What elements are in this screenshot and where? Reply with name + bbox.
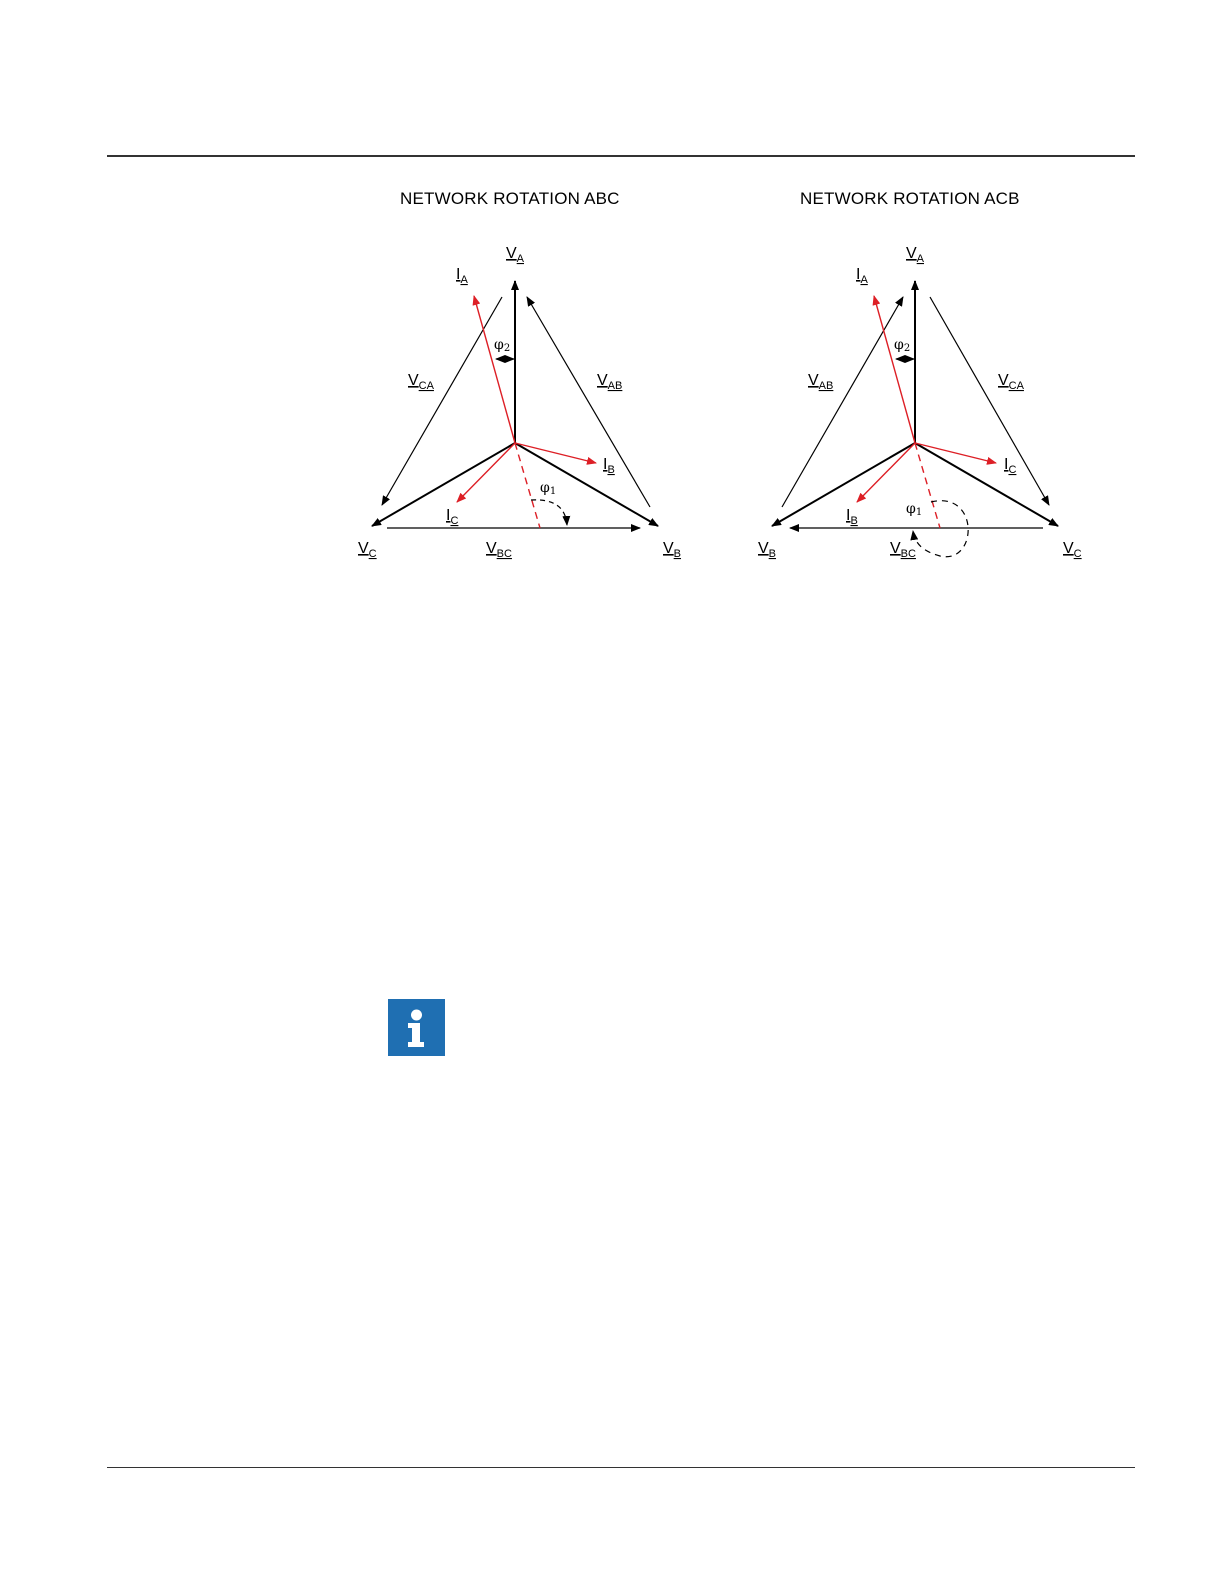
ic-phasor [915,443,996,463]
info-glyph [388,999,445,1056]
label-ic: $I_C$ [446,507,459,527]
label-vab: $V_{AB}$ [808,372,834,392]
label-ib: $I_B$ [603,456,615,476]
label-vbc: $V_{BC}$ [890,540,916,560]
panel-title-abc: NETWORK ROTATION ABC [400,189,620,208]
label-vca: $V_{CA}$ [408,372,434,392]
label-ia: $I_A$ [456,266,468,286]
label-vc: $V_C$ [1063,540,1082,560]
phi1-arc [531,500,567,525]
vca-phasor [930,297,1049,505]
ia-phasor [474,296,515,443]
label-phi1: φ1 [540,480,557,497]
label-vb: $V_B$ [663,540,682,560]
label-ia: $I_A$ [856,266,868,286]
label-ib: $I_B$ [846,507,858,527]
label-va: $V_A$ [906,245,925,265]
ia-phasor [874,296,915,443]
panel-acb [758,245,1082,560]
label-phi2: φ2 [494,337,511,354]
label-ic: $I_C$ [1004,456,1017,476]
panel-title-acb: NETWORK ROTATION ACB [800,189,1020,208]
vb-phasor [772,443,915,526]
vab-phasor [782,297,903,507]
vab-phasor [527,297,650,507]
label-va: $V_A$ [506,245,525,265]
footer-rule [107,1467,1135,1468]
label-vc: $V_C$ [358,540,377,560]
phasor-diagrams [0,0,1224,620]
ib-phasor [515,443,596,463]
info-icon [388,999,445,1056]
label-vab: $V_{AB}$ [597,372,623,392]
label-phi2: φ2 [894,337,911,354]
label-vbc: $V_{BC}$ [486,540,512,560]
label-vb: $V_B$ [758,540,777,560]
label-phi1: φ1 [906,501,923,518]
panel-abc [358,245,681,560]
label-vca: $V_{CA}$ [998,372,1024,392]
